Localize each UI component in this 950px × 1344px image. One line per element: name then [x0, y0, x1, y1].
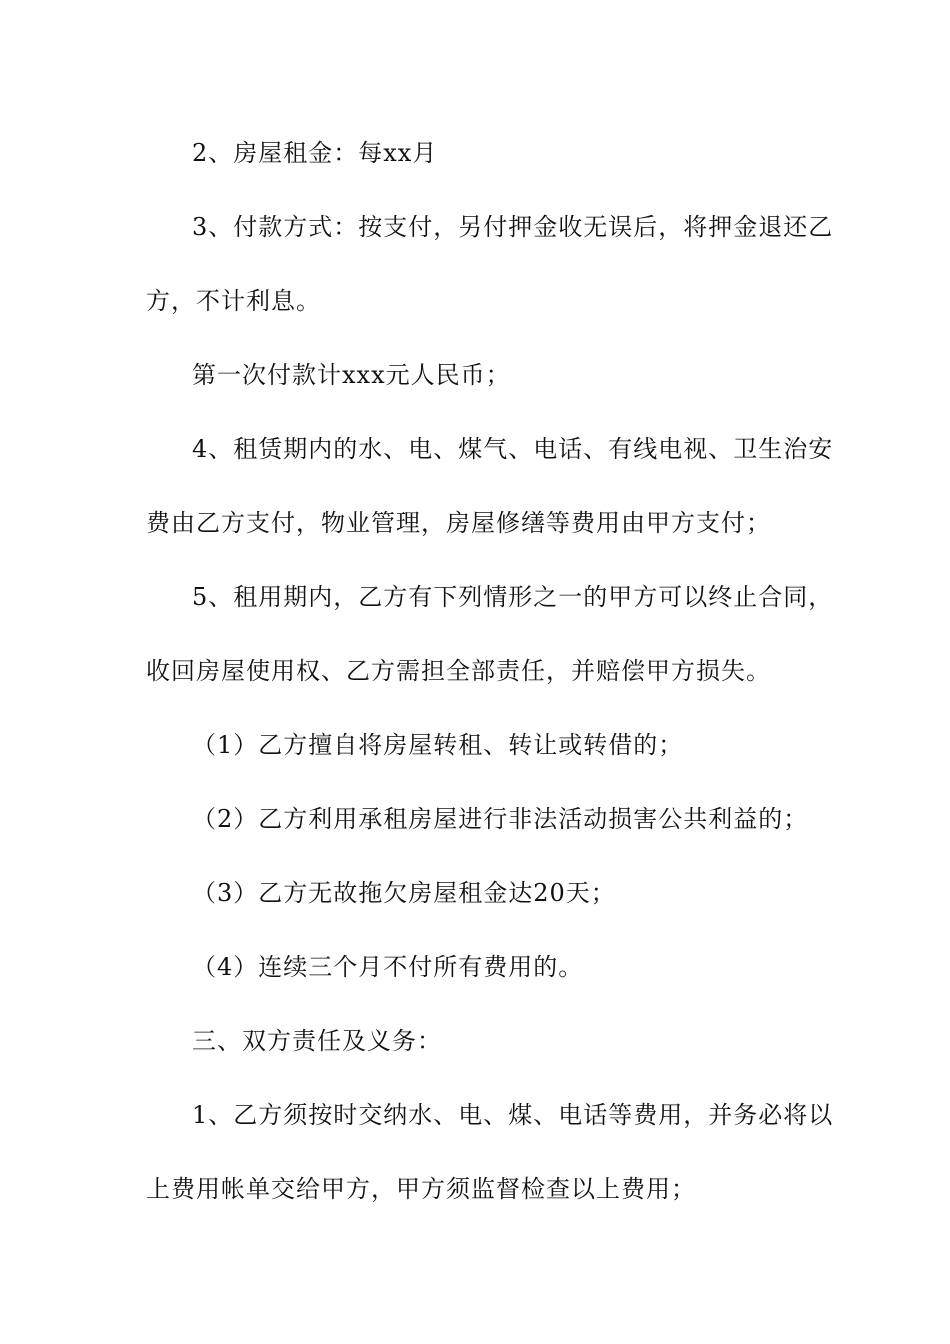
- text-line: 第一次付款计xxx元人民币；: [192, 361, 511, 389]
- text-line: 上费用帐单交给甲方，甲方须监督检查以上费用；: [146, 1175, 696, 1203]
- text-line: 费由乙方支付，物业管理，房屋修缮等费用由甲方支付；: [146, 509, 771, 537]
- text-line: （1）乙方擅自将房屋转租、转让或转借的；: [192, 731, 684, 759]
- text-line: 2、房屋租金：每xx月: [192, 139, 438, 167]
- text-line: （2）乙方利用承租房屋进行非法活动损害公共利益的；: [192, 805, 809, 833]
- text-line: 4、租赁期内的水、电、煤气、电话、有线电视、卫生治安: [192, 435, 834, 463]
- text-line: 1、乙方须按时交纳水、电、煤、电话等费用，并务必将以: [192, 1101, 834, 1129]
- text-line: 收回房屋使用权、乙方需担全部责任，并赔偿甲方损失。: [146, 657, 771, 685]
- text-line: 3、付款方式：按支付，另付押金收无误后，将押金退还乙: [192, 213, 834, 241]
- text-line: （4）连续三个月不付所有费用的。: [192, 953, 584, 981]
- text-line: 方，不计利息。: [146, 287, 321, 315]
- text-line: 三、双方责任及义务：: [192, 1027, 442, 1055]
- text-line: 5、租用期内，乙方有下列情形之一的甲方可以终止合同，: [192, 583, 834, 611]
- text-line: （3）乙方无故拖欠房屋租金达20天；: [192, 879, 616, 907]
